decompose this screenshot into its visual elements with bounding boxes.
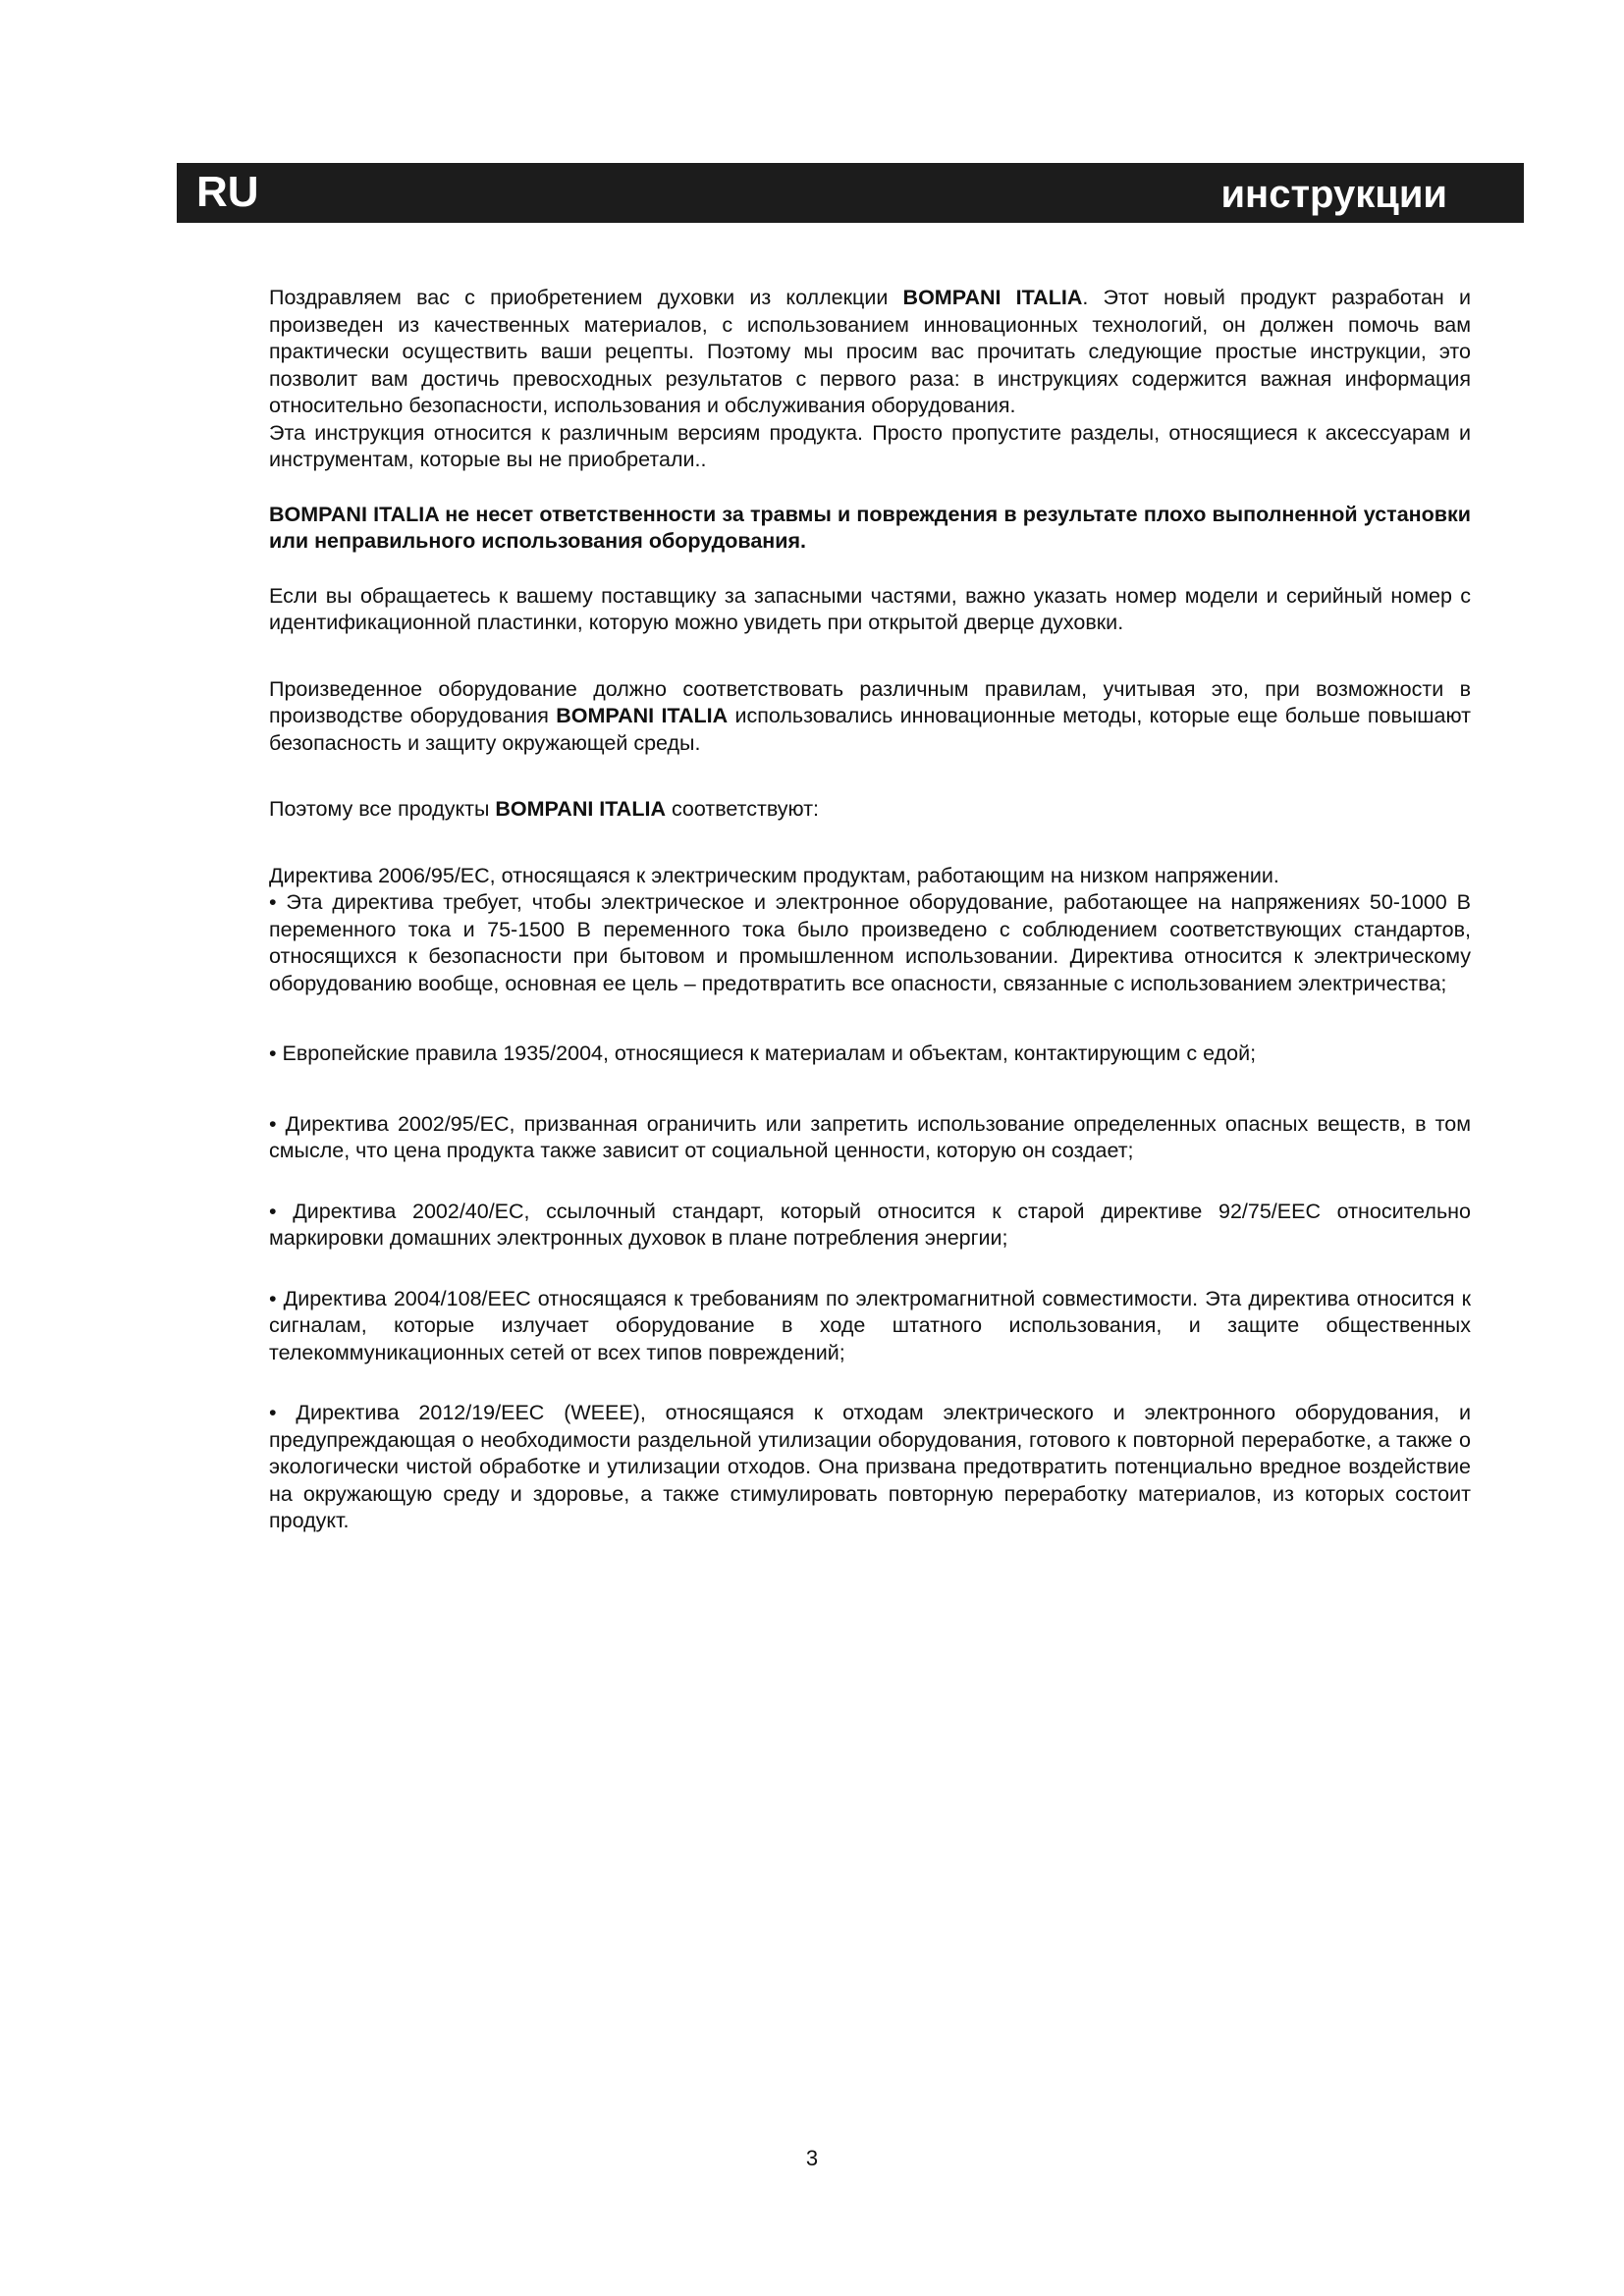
compliance-paragraph: Произведенное оборудование должно соответствовать различным правилам, учитывая это, при возможности в производстве оборудования BOMPANI ITALIA использовались инновационные методы, которые еще больше повышают безопасность и защиту окружающей среды.	[269, 676, 1472, 755]
language-code: RU	[196, 168, 259, 216]
section-title: инструкции	[1220, 173, 1447, 216]
directive-weee: • Директива 2012/19/EEC (WEEE), относящаяся к отходам электрического и электронного оборудования, и предупреждающая о необходимости раздельной утилизации оборудования, готового к повторной переработке, а также о экологически чистой обработке и утилизации отходов. Она призвана предотвратить потенциально вредное воздействие на окружающую среду и здоровье, а также стимулировать повторную переработку материалов, из которых состоит продукт.	[269, 1401, 1471, 1532]
brand-name: BOMPANI ITALIA	[902, 286, 1083, 309]
spare-parts-paragraph: Если вы обращаетесь к вашему поставщику за запасными частями, важно указать номер модели и серийный номер с идентификационной пластинки, которую можно увидеть при открытой дверце духовки.	[269, 583, 1471, 634]
directive-energy-labeling: • Директива 2002/40/EC, ссылочный стандарт, который относится к старой директиве 92/75/EEC относительно маркировки домашних электронных духовок в плане потребления энергии;	[269, 1199, 1471, 1250]
liability-warning: BOMPANI ITALIA не несет ответственности за травмы и повреждения в результате плохо выполненной установки или неправильного использования оборудования.	[269, 502, 1471, 553]
document-body	[269, 285, 1471, 1535]
brand-name: BOMPANI ITALIA	[495, 797, 666, 821]
directive-low-voltage-body: • Эта директива требует, чтобы электрическое и электронное оборудование, работающее на напряжениях 50-1000 В переменного тока и 75-1500 В переменного тока было произведено с соблюдением соответствующих стандартов, относящихся к безопасности при бытовом и промышленном использовании. Директива относится к электрическому оборудованию вообще, основная ее цель – предотвратить все опасности, связанные с использованием электричества;	[269, 890, 1471, 995]
directive-food-contact: • Европейские правила 1935/2004, относящиеся к материалам и объектам, контактирующим с едой;	[269, 1041, 1257, 1065]
directive-low-voltage-title: Директива 2006/95/EC, относящаяся к электрическим продуктам, работающим на низком напряжении.	[269, 863, 1279, 887]
intro-paragraph: Поздравляем вас с приобретением духовки из коллекции BOMPANI ITALIA. Этот новый продукт разработан и произведен из качественных материалов, с использованием инновационных технологий, он должен помочь вам практически осуществить ваши рецепты. Поэтому мы просим вас прочитать следующие простые инструкции, это позволит вам достичь превосходных результатов с первого раза: в инструкциях содержится важная информация относительно безопасности, использования и обслуживания оборудования.	[269, 286, 1471, 417]
directive-emc: • Директива 2004/108/EEC относящаяся к требованиям по электромагнитной совместимости. Эта директива относится к сигналам, которые излучает оборудование в ходе штатного использования, и защите общественных телекоммуникационных сетей от всех типов повреждений;	[269, 1286, 1471, 1364]
page-number: 3	[805, 2146, 819, 2170]
directive-rohs: • Директива 2002/95/EC, призванная ограничить или запретить использование определенных опасных веществ, в том смысле, что цена продукта также зависит от социальной ценности, которую он создает;	[269, 1111, 1471, 1162]
versions-note: Эта инструкция относится к различным версиям продукта. Просто пропустите разделы, относящиеся к аксессуарам и инструментам, которые вы не приобретали..	[269, 420, 1471, 471]
conformity-intro: Поэтому все продукты BOMPANI ITALIA соответствуют:	[269, 797, 820, 821]
brand-name: BOMPANI ITALIA	[556, 704, 729, 727]
header-bar	[177, 163, 1524, 223]
